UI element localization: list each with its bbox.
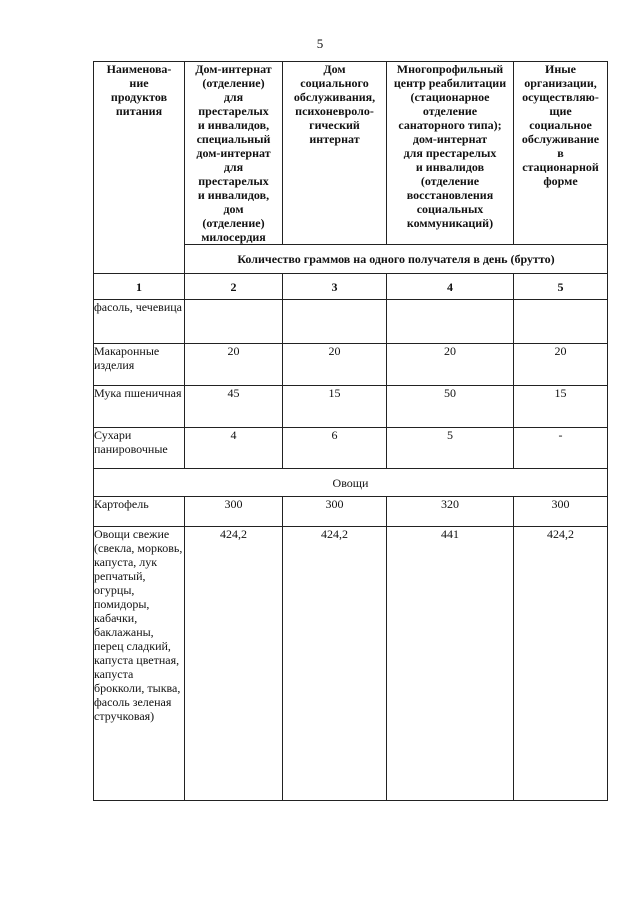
value-cell: 15 xyxy=(514,386,608,428)
header-line: дом xyxy=(223,202,244,216)
table-row xyxy=(94,386,608,428)
nutrition-norms-table xyxy=(93,61,608,801)
value-cell: 15 xyxy=(283,386,387,428)
header-line: щие xyxy=(549,104,572,118)
section-title: Овощи xyxy=(94,469,608,497)
header-line: обслуживание xyxy=(521,132,600,146)
header-line: для xyxy=(223,160,244,174)
header-line: организации, xyxy=(524,76,597,90)
header-line: и инвалидов, xyxy=(197,118,270,132)
header-line: обслуживания, xyxy=(293,90,376,104)
header-line: дом-интернат xyxy=(196,146,271,160)
header-line: Иные xyxy=(545,62,576,76)
header-line: коммуникаций) xyxy=(406,216,494,230)
header-product-name xyxy=(94,62,185,274)
header-line: (отделение) xyxy=(202,216,265,230)
product-name: Мука пшеничная xyxy=(94,386,185,428)
value-cell: 441 xyxy=(387,527,514,801)
value-cell: - xyxy=(514,428,608,469)
product-name: Сухари панировочные xyxy=(94,428,185,469)
table-row xyxy=(94,428,608,469)
header-col-5 xyxy=(514,62,608,245)
column-numbers-row xyxy=(94,274,608,300)
header-line: продуктов xyxy=(110,90,168,104)
value-cell xyxy=(283,300,387,344)
header-row xyxy=(94,62,608,245)
value-cell: 300 xyxy=(283,497,387,527)
product-name: Макаронные изделия xyxy=(94,344,185,386)
header-line: психоневроло- xyxy=(295,104,374,118)
value-cell: 6 xyxy=(283,428,387,469)
header-line: социальное xyxy=(529,118,592,132)
header-line: для xyxy=(223,90,244,104)
value-cell: 20 xyxy=(185,344,283,386)
header-line: Многопрофильный xyxy=(396,62,504,76)
table-row xyxy=(94,300,608,344)
header-col-2 xyxy=(185,62,283,245)
column-number: 1 xyxy=(94,274,185,300)
header-line: в xyxy=(557,146,564,160)
value-cell: 424,2 xyxy=(185,527,283,801)
header-col-4 xyxy=(387,62,514,245)
header-line: питания xyxy=(115,104,163,118)
header-line: интернат xyxy=(309,132,360,146)
header-line: форме xyxy=(543,174,578,188)
value-cell xyxy=(185,300,283,344)
value-cell: 424,2 xyxy=(283,527,387,801)
table-row xyxy=(94,344,608,386)
header-line: Дом-интернат xyxy=(195,62,272,76)
column-number: 5 xyxy=(514,274,608,300)
section-row xyxy=(94,469,608,497)
product-name: Картофель xyxy=(94,497,185,527)
product-name: Овощи свежие (свекла, морковь, капуста, лук репчатый, огурцы, помидоры, кабачки, баклажаны, перец сладкий, капуста цветная, капуста брокколи, тыква, фасоль зеленая стручковая) xyxy=(94,527,185,801)
value-cell: 20 xyxy=(283,344,387,386)
value-cell xyxy=(387,300,514,344)
header-line: и инвалидов xyxy=(415,160,485,174)
column-number: 4 xyxy=(387,274,514,300)
header-line: милосердия xyxy=(201,230,266,244)
header-line: осуществляю- xyxy=(522,90,599,104)
table-row xyxy=(94,497,608,527)
value-cell: 4 xyxy=(185,428,283,469)
value-cell: 300 xyxy=(185,497,283,527)
header-line: престарелых xyxy=(198,104,269,118)
page-number: 5 xyxy=(316,36,324,51)
header-line: и инвалидов, xyxy=(197,188,270,202)
table-row xyxy=(94,527,608,801)
header-line: (стационарное xyxy=(410,90,490,104)
header-line: Наименова- xyxy=(106,62,172,76)
value-cell: 50 xyxy=(387,386,514,428)
value-cell: 320 xyxy=(387,497,514,527)
header-line: для престарелых xyxy=(403,146,497,160)
header-line: отделение xyxy=(422,104,478,118)
header-line: престарелых xyxy=(198,174,269,188)
value-cell: 424,2 xyxy=(514,527,608,801)
header-col-3 xyxy=(283,62,387,245)
header-line: специальный xyxy=(196,132,271,146)
value-cell: 5 xyxy=(387,428,514,469)
value-cell: 20 xyxy=(387,344,514,386)
header-line: стационарной xyxy=(522,160,599,174)
product-name: фасоль, чечевица xyxy=(94,300,185,344)
header-line: центр реабилитации xyxy=(393,76,507,90)
header-line: Дом xyxy=(323,62,346,76)
column-number: 2 xyxy=(185,274,283,300)
header-line: гический xyxy=(309,118,360,132)
column-number: 3 xyxy=(283,274,387,300)
header-line: санаторного типа); xyxy=(398,118,502,132)
header-line: восстановления xyxy=(406,188,494,202)
header-line: (отделение) xyxy=(202,76,265,90)
value-cell: 20 xyxy=(514,344,608,386)
header-line: (отделение xyxy=(420,174,480,188)
value-cell xyxy=(514,300,608,344)
units-label: Количество граммов на одного получателя в день (брутто) xyxy=(185,245,608,274)
header-line: дом-интернат xyxy=(412,132,488,146)
value-cell: 45 xyxy=(185,386,283,428)
header-line: ние xyxy=(129,76,149,90)
header-line: социального xyxy=(300,76,369,90)
header-line: социальных xyxy=(416,202,484,216)
value-cell: 300 xyxy=(514,497,608,527)
